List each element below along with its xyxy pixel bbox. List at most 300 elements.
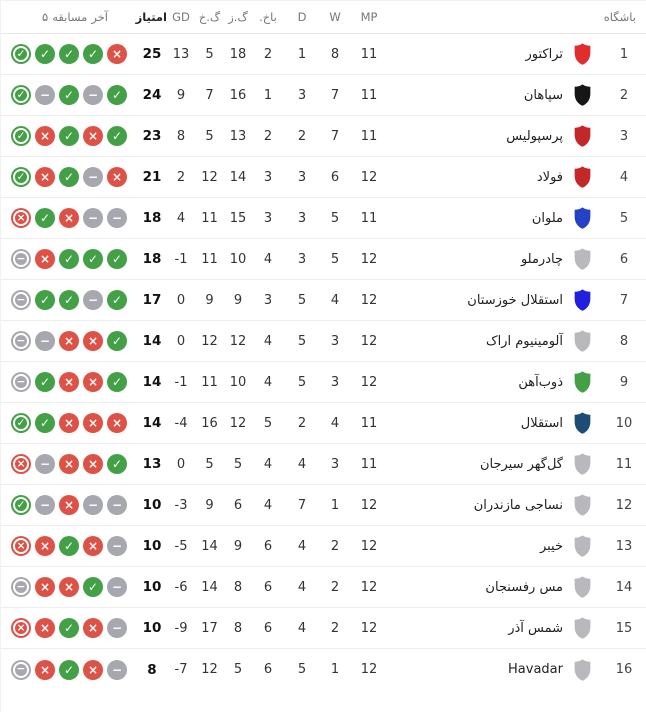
- club-name: آلومینیوم اراک: [485, 333, 563, 349]
- form-draw-icon: −: [35, 331, 55, 351]
- draws: 5: [297, 662, 307, 677]
- wins: 5: [330, 210, 340, 226]
- form-draw-icon: −: [83, 208, 103, 228]
- wins: 1: [330, 497, 340, 513]
- matches-played: 12: [360, 538, 378, 554]
- club-shield-icon: [572, 288, 593, 312]
- col-header-goal-diff: GD: [172, 10, 190, 24]
- form-win-icon: ✓: [107, 372, 127, 392]
- form-win-icon: ✓: [35, 413, 55, 433]
- form-draw-icon-latest: −: [13, 251, 29, 267]
- form-draw-icon-latest: −: [13, 333, 29, 349]
- rank: 8: [619, 333, 629, 349]
- points: 10: [142, 497, 162, 513]
- form-badges: [1, 331, 137, 351]
- club-name: پرسپولیس: [506, 128, 563, 144]
- rank: 2: [619, 87, 629, 103]
- losses: 4: [263, 456, 273, 472]
- goal-diff: 4: [176, 210, 186, 226]
- form-win-icon-latest: ✓: [13, 169, 29, 185]
- goal-diff: 8: [176, 128, 186, 144]
- matches-played: 12: [360, 292, 378, 308]
- losses: 4: [263, 374, 273, 390]
- club-cell[interactable]: [518, 370, 646, 394]
- rank: 10: [615, 415, 633, 431]
- draws: 3: [297, 210, 307, 226]
- last5-count: ۵: [42, 10, 49, 24]
- draws: 5: [297, 374, 307, 390]
- form-draw-icon-latest: −: [13, 374, 29, 390]
- goal-diff: -4: [174, 415, 188, 431]
- goals-against: 11: [201, 210, 218, 226]
- goals-against: 11: [201, 374, 218, 390]
- goals-for: 8: [233, 579, 243, 595]
- rank: 9: [619, 374, 629, 390]
- wins: 3: [330, 456, 340, 472]
- club-cell[interactable]: [525, 42, 646, 66]
- col-header-wins: W: [329, 10, 341, 24]
- club-cell[interactable]: [521, 411, 646, 435]
- form-draw-icon: −: [107, 660, 127, 680]
- form-win-icon-latest: ✓: [13, 415, 29, 431]
- matches-played: 11: [360, 456, 378, 472]
- form-draw-icon-latest: −: [13, 292, 29, 308]
- losses: 4: [263, 251, 273, 267]
- table-row[interactable]: [1, 608, 646, 649]
- table-row[interactable]: [1, 75, 646, 116]
- rank: 11: [615, 456, 633, 472]
- club-shield-icon: [572, 658, 593, 682]
- form-loss-icon: ×: [83, 660, 103, 680]
- points: 14: [142, 333, 162, 349]
- goals-for: 15: [229, 210, 247, 226]
- matches-played: 12: [360, 374, 378, 390]
- club-shield-icon: [572, 370, 593, 394]
- form-badges: [1, 536, 137, 556]
- form-loss-icon: ×: [83, 372, 103, 392]
- form-win-icon: ✓: [83, 249, 103, 269]
- form-win-icon: ✓: [59, 290, 79, 310]
- losses: 6: [263, 538, 273, 554]
- form-win-icon: ✓: [35, 290, 55, 310]
- club-name: چادرملو: [520, 251, 563, 267]
- goals-against: 5: [205, 46, 214, 62]
- col-header-club: باشگاه: [603, 10, 636, 24]
- form-draw-icon: −: [35, 495, 55, 515]
- form-win-icon: ✓: [107, 126, 127, 146]
- table-row[interactable]: [1, 649, 646, 690]
- club-name: ملوان: [531, 210, 563, 226]
- wins: 2: [330, 620, 340, 636]
- form-loss-icon: ×: [35, 618, 55, 638]
- draws: 5: [297, 292, 307, 308]
- goals-against: 11: [201, 251, 218, 267]
- club-shield-icon: [572, 452, 593, 476]
- table-row[interactable]: [1, 116, 646, 157]
- table-row[interactable]: [1, 157, 646, 198]
- goals-against: 12: [201, 169, 218, 185]
- points: 13: [142, 456, 162, 472]
- matches-played: 12: [360, 333, 378, 349]
- club-shield-icon: [572, 206, 593, 230]
- form-win-icon: ✓: [59, 167, 79, 187]
- goals-for: 6: [233, 497, 243, 513]
- goals-for: 16: [229, 87, 247, 103]
- goals-against: 16: [201, 415, 218, 431]
- form-badges: [1, 290, 137, 310]
- matches-played: 12: [360, 169, 378, 185]
- points: 18: [142, 251, 162, 267]
- form-draw-icon-latest: −: [13, 662, 29, 678]
- table-row[interactable]: [1, 403, 646, 444]
- form-win-icon: ✓: [59, 618, 79, 638]
- form-draw-icon: −: [35, 85, 55, 105]
- form-badges: [1, 577, 137, 597]
- points: 10: [142, 620, 162, 636]
- goals-against: 7: [205, 87, 214, 103]
- club-name: استقلال: [520, 415, 563, 431]
- table-row[interactable]: [1, 280, 646, 321]
- club-name: استقلال خوزستان: [467, 292, 563, 308]
- club-cell[interactable]: [467, 288, 646, 312]
- club-cell[interactable]: [480, 452, 646, 476]
- goals-for: 12: [229, 333, 247, 349]
- form-loss-icon: ×: [59, 495, 79, 515]
- form-loss-icon-latest: ×: [13, 456, 29, 472]
- form-badges: [1, 454, 137, 474]
- form-loss-icon: ×: [83, 454, 103, 474]
- col-header-goals-for: گ.ز: [228, 10, 248, 24]
- form-badges: [1, 372, 137, 392]
- goal-diff: 0: [176, 333, 186, 349]
- form-draw-icon: −: [83, 85, 103, 105]
- club-shield-icon: [572, 42, 593, 66]
- losses: 3: [263, 169, 273, 185]
- goals-for: 9: [233, 538, 243, 554]
- form-draw-icon: −: [83, 167, 103, 187]
- rank: 15: [615, 620, 633, 636]
- rank: 6: [619, 251, 629, 267]
- club-shield-icon: [572, 124, 593, 148]
- col-header-points: امتیاز: [135, 10, 167, 24]
- goal-diff: 9: [176, 87, 186, 103]
- goal-diff: 0: [176, 292, 186, 308]
- goals-for: 18: [229, 46, 247, 62]
- col-header-last5: [1, 10, 137, 24]
- form-draw-icon: −: [83, 290, 103, 310]
- col-header-goals-against: گ.خ: [198, 10, 221, 24]
- losses: 2: [263, 46, 273, 62]
- wins: 7: [330, 87, 340, 103]
- form-loss-icon: ×: [35, 126, 55, 146]
- club-cell[interactable]: [486, 329, 646, 353]
- club-cell[interactable]: [485, 575, 646, 599]
- goals-for: 12: [229, 415, 247, 431]
- form-loss-icon: ×: [59, 413, 79, 433]
- form-loss-icon: ×: [35, 536, 55, 556]
- goal-diff: -7: [174, 662, 188, 677]
- form-loss-icon: ×: [59, 577, 79, 597]
- table-row[interactable]: [1, 526, 646, 567]
- wins: 3: [330, 374, 340, 390]
- losses: 6: [263, 662, 273, 677]
- wins: 3: [330, 333, 340, 349]
- points: 24: [142, 87, 162, 103]
- table-row[interactable]: [1, 567, 646, 608]
- draws: 7: [297, 497, 307, 513]
- form-draw-icon: −: [83, 495, 103, 515]
- losses: 3: [263, 292, 273, 308]
- form-draw-icon: −: [35, 454, 55, 474]
- goals-for: 10: [229, 374, 247, 390]
- form-win-icon: ✓: [35, 208, 55, 228]
- club-shield-icon: [572, 329, 593, 353]
- matches-played: 12: [360, 497, 378, 513]
- wins: 6: [330, 169, 340, 185]
- matches-played: 12: [360, 620, 378, 636]
- form-win-icon: ✓: [35, 44, 55, 64]
- table-row[interactable]: [1, 321, 646, 362]
- form-loss-icon-latest: ×: [13, 210, 29, 226]
- last5-word2: آخر: [91, 10, 108, 24]
- table-header-row: [1, 1, 646, 34]
- goals-for: 9: [233, 292, 243, 308]
- wins: 7: [330, 128, 340, 144]
- draws: 2: [297, 128, 307, 144]
- losses: 6: [263, 620, 273, 636]
- club-cell[interactable]: [506, 124, 646, 148]
- form-loss-icon-latest: ×: [13, 620, 29, 636]
- club-shield-icon: [572, 493, 593, 517]
- form-win-icon: ✓: [59, 44, 79, 64]
- form-win-icon: ✓: [59, 249, 79, 269]
- club-shield-icon: [572, 411, 593, 435]
- points: 10: [142, 538, 162, 554]
- matches-played: 11: [360, 46, 378, 62]
- table-body: [1, 34, 646, 690]
- form-loss-icon: ×: [83, 331, 103, 351]
- goals-against: 5: [205, 128, 214, 144]
- draws: 3: [297, 169, 307, 185]
- points: 25: [142, 46, 162, 62]
- club-name: شمس آذر: [508, 620, 563, 636]
- goals-against: 14: [201, 579, 218, 595]
- club-name: خیبر: [539, 538, 563, 554]
- goal-diff: 13: [172, 46, 190, 62]
- form-loss-icon: ×: [35, 577, 55, 597]
- goals-against: 12: [201, 333, 218, 349]
- losses: 4: [263, 333, 273, 349]
- matches-played: 11: [360, 128, 378, 144]
- club-cell[interactable]: [508, 658, 646, 682]
- draws: 1: [297, 46, 307, 62]
- club-shield-icon: [572, 534, 593, 558]
- form-win-icon-latest: ✓: [13, 128, 29, 144]
- col-header-draws: D: [297, 10, 307, 24]
- wins: 2: [330, 579, 340, 595]
- points: 14: [142, 374, 162, 390]
- goals-against: 12: [201, 662, 218, 677]
- matches-played: 12: [360, 579, 378, 595]
- form-loss-icon: ×: [59, 208, 79, 228]
- rank: 5: [619, 210, 629, 226]
- form-win-icon: ✓: [59, 85, 79, 105]
- draws: 5: [297, 333, 307, 349]
- form-loss-icon: ×: [59, 372, 79, 392]
- goal-diff: -1: [174, 374, 188, 390]
- losses: 3: [263, 210, 273, 226]
- form-draw-icon: −: [107, 495, 127, 515]
- rank: 1: [619, 46, 629, 62]
- points: 10: [142, 579, 162, 595]
- goal-diff: 2: [176, 169, 186, 185]
- draws: 4: [297, 579, 307, 595]
- table-row[interactable]: [1, 34, 646, 75]
- table-row[interactable]: [1, 485, 646, 526]
- goals-against: 9: [205, 497, 214, 513]
- club-name: سپاهان: [523, 87, 563, 103]
- form-loss-icon: ×: [83, 126, 103, 146]
- club-cell[interactable]: [537, 165, 646, 189]
- wins: 5: [330, 251, 340, 267]
- goals-for: 10: [229, 251, 247, 267]
- points: 8: [147, 661, 157, 678]
- table-row[interactable]: [1, 362, 646, 403]
- goals-against: 17: [201, 620, 218, 636]
- form-win-icon: ✓: [107, 249, 127, 269]
- club-cell[interactable]: [521, 247, 646, 271]
- form-loss-icon: ×: [83, 536, 103, 556]
- form-win-icon: ✓: [59, 126, 79, 146]
- form-win-icon: ✓: [107, 85, 127, 105]
- rank: 14: [615, 579, 633, 595]
- goals-for: 8: [233, 620, 243, 636]
- form-win-icon: ✓: [83, 44, 103, 64]
- points: 18: [142, 210, 162, 226]
- club-cell[interactable]: [474, 493, 646, 517]
- form-loss-icon: ×: [83, 413, 103, 433]
- wins: 8: [330, 46, 340, 62]
- club-name: ذوب‌آهن: [518, 374, 563, 390]
- rank: 4: [619, 169, 629, 185]
- form-badges: [1, 413, 137, 433]
- rank: 3: [619, 128, 629, 144]
- form-loss-icon: ×: [107, 44, 127, 64]
- goals-for: 14: [229, 169, 247, 185]
- points: 14: [142, 415, 162, 431]
- form-badges: [1, 167, 137, 187]
- goal-diff: -9: [174, 620, 188, 636]
- rank: 12: [615, 497, 633, 513]
- matches-played: 12: [360, 662, 378, 677]
- form-badges: [1, 495, 137, 515]
- form-badges: [1, 85, 137, 105]
- wins: 2: [330, 538, 340, 554]
- form-badges: [1, 126, 137, 146]
- matches-played: 11: [360, 210, 378, 226]
- goals-against: 14: [201, 538, 218, 554]
- goals-for: 5: [233, 662, 243, 677]
- draws: 2: [297, 415, 307, 431]
- goal-diff: -1: [174, 251, 188, 267]
- points: 23: [142, 128, 162, 144]
- rank: 7: [619, 292, 629, 308]
- club-cell[interactable]: [532, 206, 646, 230]
- form-loss-icon-latest: ×: [13, 538, 29, 554]
- goals-for: 5: [233, 456, 243, 472]
- form-win-icon: ✓: [83, 577, 103, 597]
- form-draw-icon: −: [107, 618, 127, 638]
- form-loss-icon: ×: [83, 618, 103, 638]
- table-row[interactable]: [1, 444, 646, 485]
- club-cell[interactable]: [524, 83, 646, 107]
- goal-diff: -5: [174, 538, 188, 554]
- losses: 5: [263, 415, 273, 431]
- form-loss-icon: ×: [59, 454, 79, 474]
- club-name: گل‌گهر سیرجان: [479, 456, 563, 472]
- form-badges: [1, 44, 137, 64]
- table-row[interactable]: [1, 198, 646, 239]
- draws: 4: [297, 538, 307, 554]
- draws: 4: [297, 456, 307, 472]
- goals-for: 13: [229, 128, 247, 144]
- draws: 3: [297, 87, 307, 103]
- form-win-icon: ✓: [107, 331, 127, 351]
- wins: 4: [330, 292, 340, 308]
- draws: 4: [297, 620, 307, 636]
- form-badges: [1, 249, 137, 269]
- table-row[interactable]: [1, 239, 646, 280]
- club-shield-icon: [572, 165, 593, 189]
- wins: 4: [330, 415, 340, 431]
- goal-diff: -6: [174, 579, 188, 595]
- form-win-icon: ✓: [35, 372, 55, 392]
- col-header-losses: باخ.: [259, 10, 277, 24]
- col-header-matches-played: MP: [360, 10, 378, 24]
- club-cell[interactable]: [508, 616, 646, 640]
- club-shield-icon: [572, 83, 593, 107]
- form-win-icon-latest: ✓: [13, 87, 29, 103]
- last5-word1: مسابقه: [52, 10, 88, 24]
- points: 21: [142, 169, 162, 185]
- form-loss-icon: ×: [107, 413, 127, 433]
- form-loss-icon: ×: [35, 167, 55, 187]
- club-shield-icon: [572, 247, 593, 271]
- goals-against: 9: [205, 292, 214, 308]
- club-name: تراکتور: [525, 46, 563, 62]
- form-win-icon-latest: ✓: [13, 46, 29, 62]
- form-badges: [1, 660, 137, 680]
- matches-played: 12: [360, 251, 378, 267]
- form-win-icon: ✓: [107, 454, 127, 474]
- form-loss-icon: ×: [107, 167, 127, 187]
- draws: 3: [297, 251, 307, 267]
- form-loss-icon: ×: [35, 660, 55, 680]
- form-draw-icon: −: [107, 577, 127, 597]
- club-cell[interactable]: [540, 534, 646, 558]
- losses: 6: [263, 579, 273, 595]
- goal-diff: 0: [176, 456, 186, 472]
- form-badges: [1, 618, 137, 638]
- goals-against: 5: [205, 456, 214, 472]
- form-badges: [1, 208, 137, 228]
- club-name: مس رفسنجان: [485, 579, 563, 595]
- rank: 13: [615, 538, 633, 554]
- form-draw-icon: −: [107, 536, 127, 556]
- form-draw-icon: −: [107, 208, 127, 228]
- form-win-icon-latest: ✓: [13, 497, 29, 513]
- form-win-icon: ✓: [107, 290, 127, 310]
